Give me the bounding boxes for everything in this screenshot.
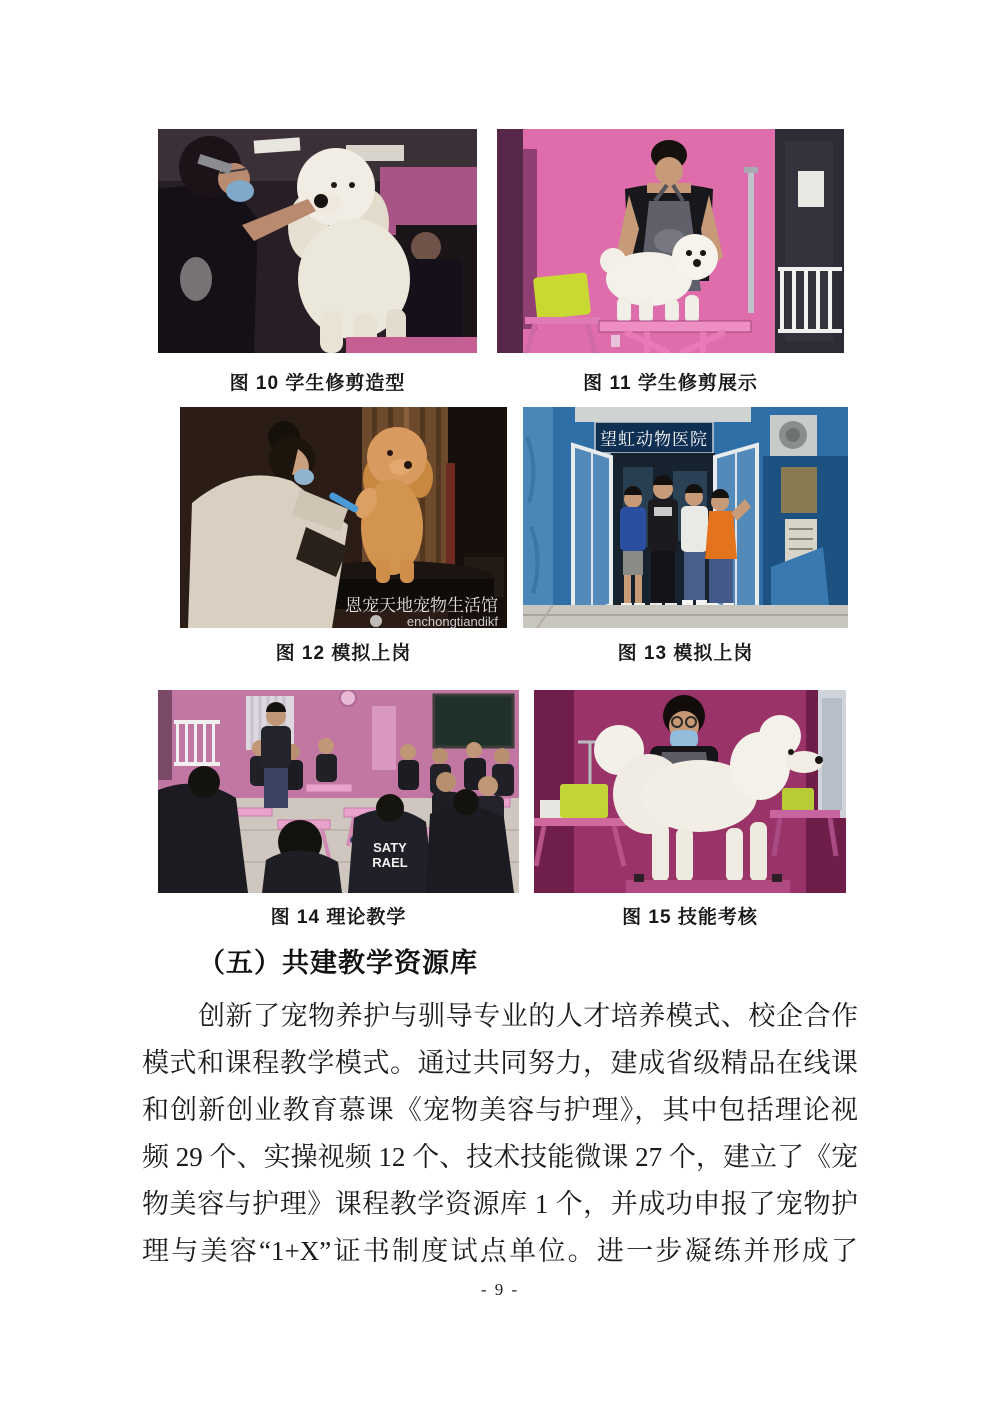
- figure-13-caption: 图 13 模拟上岗: [617, 643, 754, 664]
- body-line: 模式和课程教学模式。通过共同努力，建成省级精品在线课: [142, 1048, 858, 1078]
- figure-15-caption: 图 15 技能考核: [622, 907, 758, 928]
- figure-11-caption: 图 11 学生修剪展示: [583, 373, 758, 394]
- figure-14-caption: 图 14 理论教学: [270, 907, 407, 928]
- animal-hospital-group-photo-illustration: [523, 407, 848, 628]
- student-bichon-display-photo-illustration: [497, 129, 844, 353]
- figure-14-photo: [158, 690, 519, 893]
- body-line: 物美容与护理》课程教学资源库 1 个，并成功申报了宠物护: [142, 1189, 858, 1219]
- jacket-text-line2: RAEL: [372, 855, 408, 870]
- hospital-sign-text: 望虹动物医院: [600, 430, 708, 449]
- figure-15-photo: [534, 690, 846, 893]
- figure-10-caption: 图 10 学生修剪造型: [229, 373, 406, 394]
- section-heading: （五）共建教学资源库: [198, 948, 478, 978]
- figure-10-photo: [158, 129, 477, 353]
- body-line: 频 29 个、实操视频 12 个、技术技能微课 27 个，建立了《宠: [142, 1142, 858, 1172]
- body-paragraph: [142, 993, 858, 1275]
- body-line: 和创新创业教育慕课《宠物美容与护理》，其中包括理论视: [142, 1095, 858, 1125]
- body-line: 理与美容“1+X”证书制度试点单位。进一步凝练并形成了: [142, 1236, 858, 1266]
- figure-11-photo: [497, 129, 844, 353]
- body-line: 创新了宠物养护与驯导专业的人才培养模式、校企合作: [198, 1001, 858, 1031]
- grooming-toy-poodle-photo-illustration: [180, 407, 507, 628]
- figure-12-photo: [180, 407, 507, 628]
- page-number: - 9 -: [480, 1280, 520, 1299]
- grooming-poodle-photo-illustration: [158, 129, 477, 353]
- classroom-theory-lesson-photo-illustration: [158, 690, 519, 893]
- skills-exam-poodle-photo-illustration: [534, 690, 846, 893]
- watermark-text-cn: 恩宠天地宠物生活馆: [345, 596, 498, 615]
- figure-12-caption: 图 12 模拟上岗: [275, 643, 412, 664]
- watermark-text-en: enchongtiandikf: [406, 614, 498, 628]
- jacket-text-line1: SATY: [373, 840, 407, 855]
- figure-13-photo: [523, 407, 848, 628]
